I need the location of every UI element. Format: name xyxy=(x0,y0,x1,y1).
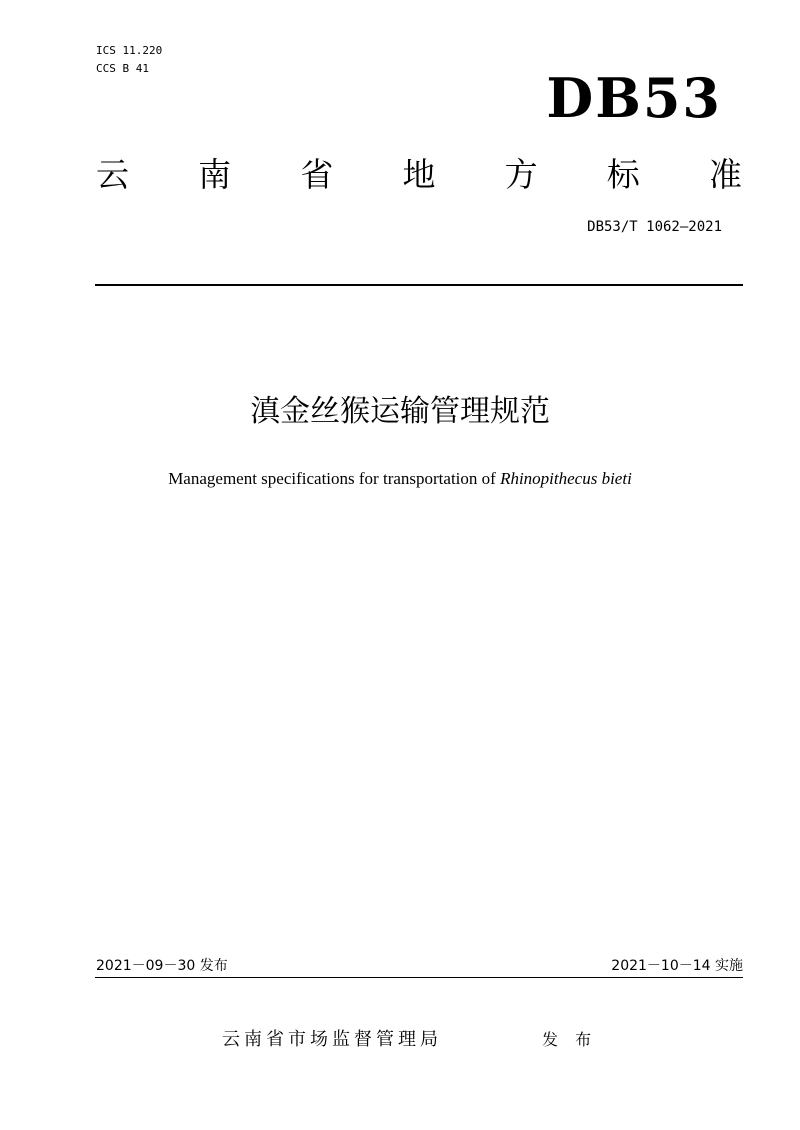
ics-code: ICS 11.220 xyxy=(96,44,163,57)
title-chinese: 滇金丝猴运输管理规范 xyxy=(250,394,550,429)
standard-type-char: 南 xyxy=(198,155,232,194)
standard-type-char: 方 xyxy=(504,155,538,194)
standard-type-char: 地 xyxy=(402,155,436,194)
publish-label: 发 布 xyxy=(542,1030,598,1049)
bottom-divider xyxy=(95,977,743,978)
title-english xyxy=(0,466,800,492)
db53-logo: DB53 xyxy=(546,66,722,130)
classification-codes xyxy=(96,42,162,78)
standard-type-char: 云 xyxy=(96,155,129,194)
title-latin-name: Rhinopithecus bieti xyxy=(500,469,632,488)
issue-date: 2021－09－30 发布 xyxy=(96,958,228,974)
top-divider xyxy=(95,284,743,286)
standard-type-heading xyxy=(96,150,742,200)
ccs-code: CCS B 41 xyxy=(96,62,149,75)
title-english-text: Management specifications for transportation of xyxy=(168,469,501,488)
standard-type-char: 省 xyxy=(300,155,334,194)
implementation-date: 2021－10－14 实施 xyxy=(611,958,743,974)
standard-type-char: 准 xyxy=(708,155,742,194)
standard-number: DB53/T 1062—2021 xyxy=(587,219,722,235)
standard-type-char: 标 xyxy=(606,155,640,194)
publisher-name: 云南省市场监督管理局 xyxy=(222,1029,442,1050)
